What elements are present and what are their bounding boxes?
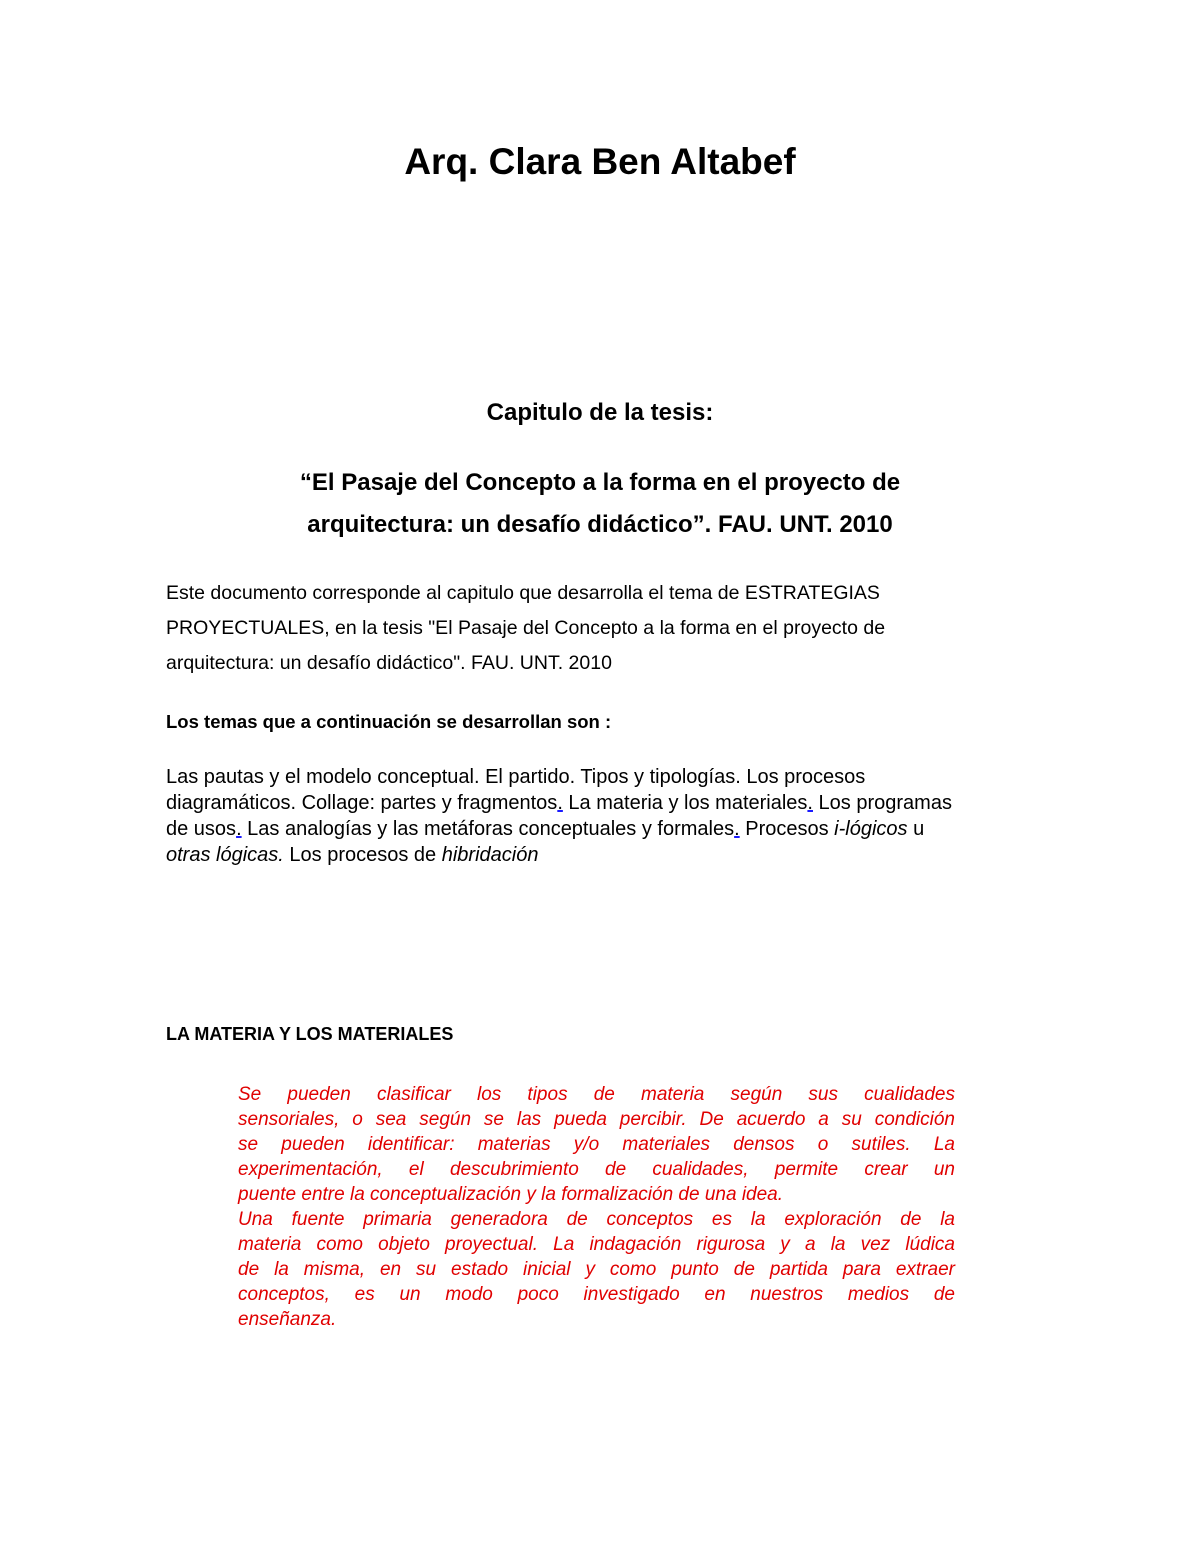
quote-line: Se pueden clasificar los tipos de materia según sus cualidades bbox=[238, 1084, 955, 1105]
quote-line: Una fuente primaria generadora de conceptos es la exploración de la bbox=[238, 1209, 955, 1230]
topics-line-2 bbox=[166, 790, 1026, 816]
author-name: Arq. Clara Ben Altabef bbox=[404, 141, 796, 182]
underlined-period: . bbox=[557, 792, 563, 814]
intro-line-3: arquitectura: un desafío didáctico". FAU. UNT. 2010 bbox=[166, 652, 612, 674]
thesis-title bbox=[150, 462, 1050, 546]
topics-line-3 bbox=[166, 816, 1026, 842]
thesis-title-line-2: arquitectura: un desafío didáctico”. FAU. UNT. 2010 bbox=[307, 511, 893, 538]
quote-line: enseñanza. bbox=[238, 1309, 337, 1330]
underlined-period: . bbox=[734, 818, 740, 840]
quote-line: puente entre la conceptualización y la formalización de una idea. bbox=[238, 1184, 784, 1205]
underlined-period: . bbox=[807, 792, 813, 814]
intro-line-1: Este documento corresponde al capitulo que desarrolla el tema de ESTRATEGIAS bbox=[166, 582, 880, 604]
topics-line-4 bbox=[166, 842, 1026, 868]
quote-line: conceptos, es un modo poco investigado en nuestros medios de bbox=[238, 1284, 955, 1305]
topics-paragraph bbox=[166, 764, 1026, 868]
section-heading: LA MATERIA Y LOS MATERIALES bbox=[166, 1024, 454, 1044]
quote-line: materia como objeto proyectual. La indagación rigurosa y a la vez lúdica bbox=[238, 1234, 955, 1255]
topics-italic-text: otras lógicas. bbox=[166, 844, 284, 866]
topics-text: Los procesos de bbox=[283, 844, 442, 866]
topics-heading: Los temas que a continuación se desarrollan son : bbox=[166, 711, 612, 732]
topics-line-1 bbox=[166, 764, 1026, 790]
underlined-period: . bbox=[236, 818, 242, 840]
chapter-label: Capitulo de la tesis: bbox=[486, 399, 714, 426]
topics-text: Las pautas y el modelo conceptual. El partido. Tipos y tipologías. Los procesos bbox=[166, 766, 866, 788]
quote-line: de la misma, en su estado inicial y como punto de partida para extraer bbox=[238, 1259, 955, 1280]
red-quote-block bbox=[238, 1082, 955, 1332]
topics-text: Las analogías y las metáforas conceptuales y formales bbox=[241, 818, 735, 840]
topics-text: de usos bbox=[166, 818, 237, 840]
topics-text: Procesos bbox=[739, 818, 835, 840]
intro-line-2: PROYECTUALES, en la tesis "El Pasaje del Concepto a la forma en el proyecto de bbox=[166, 617, 886, 639]
topics-text: La materia y los materiales bbox=[562, 792, 808, 814]
thesis-title-line-1: “El Pasaje del Concepto a la forma en el proyecto de bbox=[299, 469, 901, 496]
quote-line: se pueden identificar: materias y/o materiales densos o sutiles. La bbox=[238, 1134, 955, 1155]
quote-line: sensoriales, o sea según se las pueda percibir. De acuerdo a su condición bbox=[238, 1109, 955, 1130]
intro-paragraph bbox=[166, 576, 1016, 681]
topics-italic-text: hibridación bbox=[441, 844, 539, 866]
topics-text: Los programas bbox=[812, 792, 952, 814]
topics-italic-text: i-lógicos bbox=[834, 818, 908, 840]
topics-text: diagramáticos. Collage: partes y fragmentos bbox=[166, 792, 558, 814]
quote-line: experimentación, el descubrimiento de cualidades, permite crear un bbox=[238, 1159, 955, 1180]
topics-text: u bbox=[907, 818, 925, 840]
